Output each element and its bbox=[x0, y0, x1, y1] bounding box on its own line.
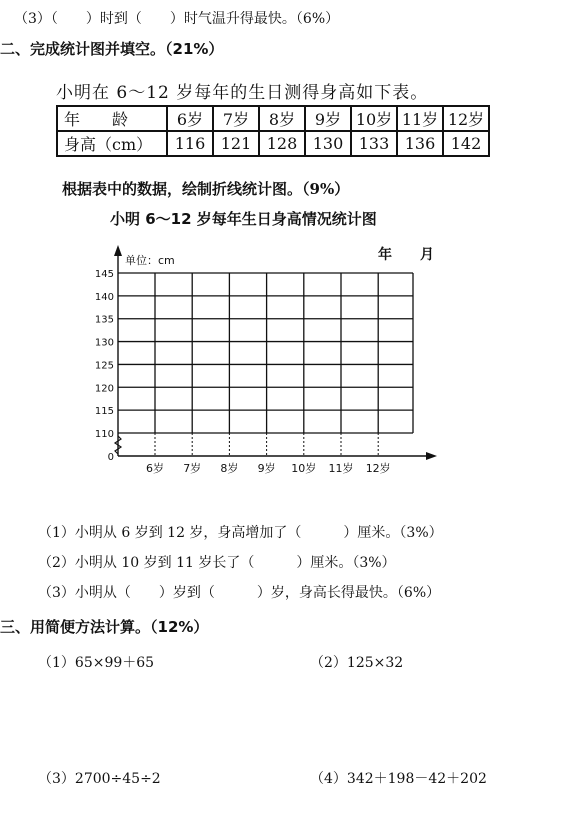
chart-labels bbox=[95, 269, 391, 475]
table-cell: 6岁 bbox=[167, 106, 213, 131]
x-tick-label: 8岁 bbox=[220, 462, 239, 475]
table-cell: 8岁 bbox=[259, 106, 305, 131]
table-cell: 121 bbox=[213, 131, 259, 156]
question-1: （1）小明从 6 岁到 12 岁，身高增加了（ ）厘米。（3%） bbox=[38, 525, 443, 541]
x-tick-label: 12岁 bbox=[365, 462, 391, 475]
table-cell: 10岁 bbox=[351, 106, 397, 131]
y-tick-label: 140 bbox=[94, 291, 114, 303]
y-tick-label: 110 bbox=[94, 429, 114, 440]
y-tick-label: 120 bbox=[94, 383, 114, 395]
x-tick-label: 10岁 bbox=[291, 462, 317, 475]
problem-1: （1）65×99＋65 bbox=[38, 655, 155, 671]
x-tick-label: 11岁 bbox=[328, 462, 354, 475]
chart-grid bbox=[118, 273, 413, 456]
y-tick-label: 0 bbox=[107, 452, 114, 463]
table-row-label: 年 龄 bbox=[57, 106, 167, 131]
section2-title: 二、完成统计图并填空。（21%） bbox=[0, 40, 224, 58]
x-tick-label: 6岁 bbox=[146, 462, 164, 475]
table-cell: 136 bbox=[397, 131, 443, 156]
x-tick-label: 7岁 bbox=[183, 462, 202, 475]
table-cell: 128 bbox=[259, 131, 305, 156]
table-cell: 130 bbox=[305, 131, 351, 156]
y-tick-label: 145 bbox=[94, 269, 114, 280]
y-tick-label: 125 bbox=[94, 360, 114, 372]
chart-instruction: 根据表中的数据，绘制折线统计图。（9%） bbox=[62, 180, 350, 198]
table-cell: 116 bbox=[167, 131, 213, 156]
problem-3: （3）2700÷45÷2 bbox=[38, 771, 161, 787]
table-cell: 7岁 bbox=[213, 106, 259, 131]
table-cell: 12岁 bbox=[443, 106, 489, 131]
y-tick-label: 135 bbox=[94, 314, 114, 326]
chart-date-label: 年 月 bbox=[378, 247, 434, 263]
y-axis-arrow bbox=[114, 245, 122, 256]
y-tick-label: 130 bbox=[94, 337, 114, 349]
problem-2: （2）125×32 bbox=[310, 655, 404, 671]
section2-intro: 小明在 6～12 岁每年的生日测得身高如下表。 bbox=[56, 83, 429, 103]
table-cell: 11岁 bbox=[397, 106, 443, 131]
problem-4: （4）342＋198－42＋202 bbox=[310, 771, 487, 787]
table-cell: 142 bbox=[443, 131, 489, 156]
section3-title: 三、用简便方法计算。（12%） bbox=[0, 618, 209, 636]
x-tick-label: 9岁 bbox=[257, 462, 276, 475]
question-3: （3）小明从（ ）岁到（ ）岁，身高长得最快。（6%） bbox=[38, 585, 441, 601]
q1-3-text: （3）（ ）时到（ ）时气温升得最快。（6%） bbox=[14, 11, 340, 27]
x-axis-arrow bbox=[426, 452, 437, 460]
y-tick-label: 115 bbox=[94, 406, 114, 418]
table-cell: 9岁 bbox=[305, 106, 351, 131]
table-cell: 133 bbox=[351, 131, 397, 156]
chart-unit-label: 单位：cm bbox=[125, 254, 175, 267]
table-row-label: 身高（cm） bbox=[57, 131, 167, 156]
chart-axes bbox=[114, 245, 437, 460]
chart-title: 小明 6～12 岁每年生日身高情况统计图 bbox=[110, 210, 377, 228]
question-2: （2）小明从 10 岁到 11 岁长了（ ）厘米。（3%） bbox=[38, 555, 396, 571]
